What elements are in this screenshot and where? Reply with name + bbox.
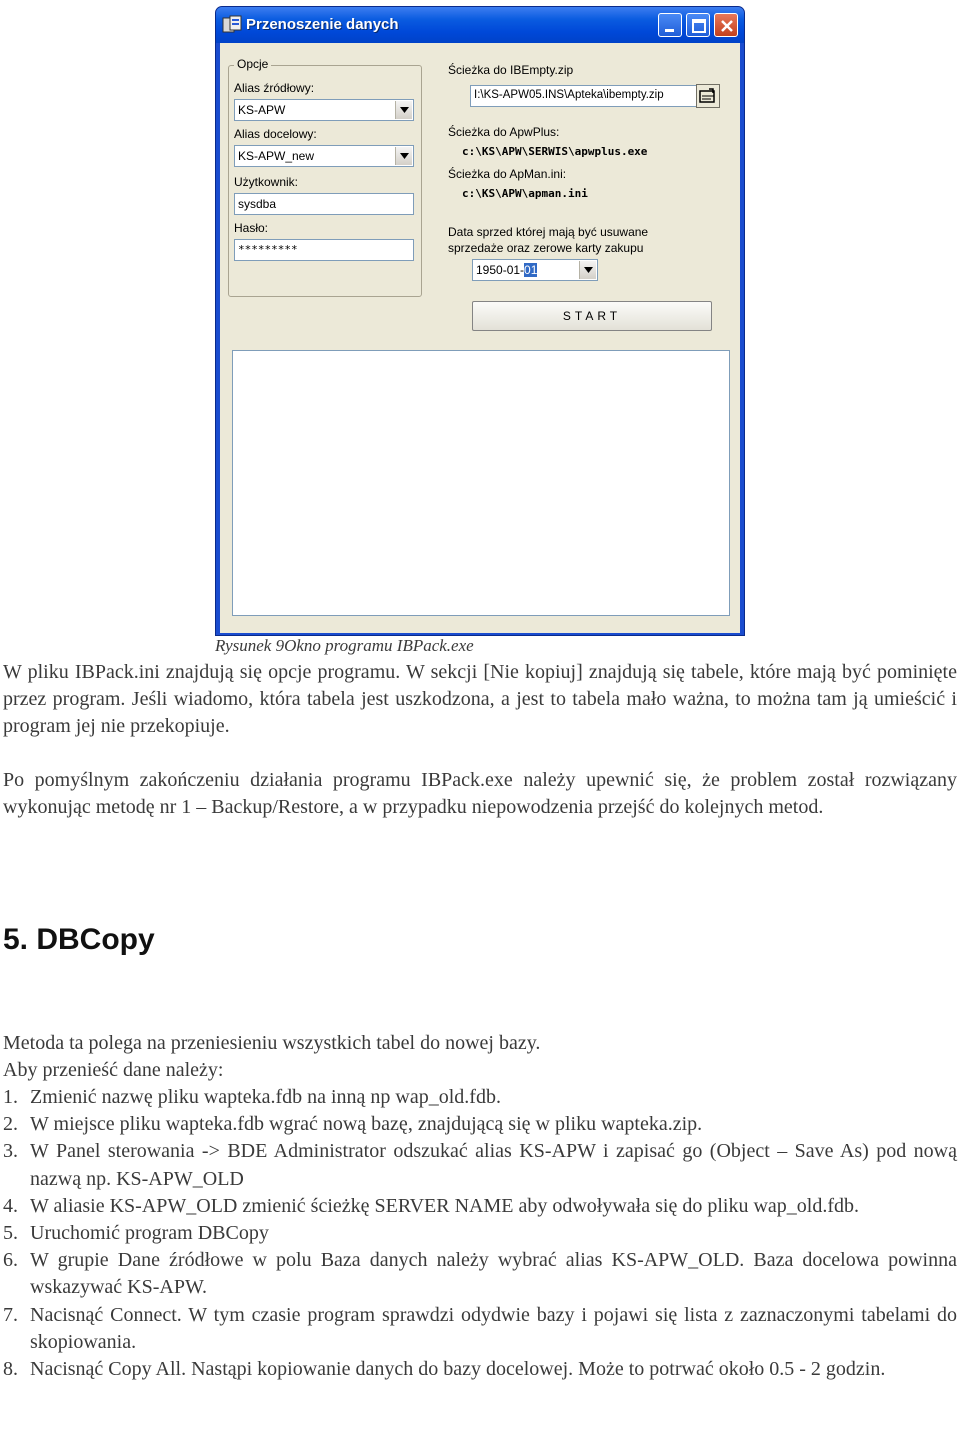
target-alias-value: KS-APW_new [238,149,315,163]
list-item [3,1193,957,1220]
ibempty-path-label: Ścieżka do IBEmpty.zip [448,63,574,77]
figure-caption: Rysunek 9Okno programu IBPack.exe [215,636,474,655]
chevron-down-icon [400,107,409,113]
apwplus-path-value: c:\KS\APW\SERWIS\apwplus.exe [462,145,648,158]
app-icon[interactable] [222,15,242,35]
list-item [3,1247,957,1301]
list-item-text: Nacisnąć Copy All. Nastąpi kopiowanie danych do bazy docelowej. Może to potrwać około 0.5 - 2 godzin. [30,1358,886,1381]
list-item-number: 2. [3,1113,18,1136]
delete-date-label-line2: sprzedaże oraz zerowe karty zakupu [448,241,644,255]
list-item [3,1111,957,1138]
user-value: sysdba [238,197,277,211]
close-button[interactable] [714,13,738,37]
apwplus-path-label: Ścieżka do ApwPlus: [448,125,560,139]
start-button[interactable]: START [472,301,712,331]
chevron-down-icon [584,267,593,273]
minimize-icon [659,14,683,38]
password-value: ********* [238,243,298,256]
paragraph-after-ibpack: Po pomyślnym zakończeniu działania programu IBPack.exe należy upewnić się, że problem został rozwiązany wykonując metodę nr 1 – Backup/Restore, a w przypadku niepowodzenia przejść do kolejnych metod. [3,769,957,818]
source-alias-value: KS-APW [238,103,286,117]
close-icon [715,14,739,38]
list-item [3,1220,957,1247]
list-item-text: Nacisnąć Connect. W tym czasie program sprawdzi odydwie bazy i pojawi się lista z zaznaczonymi tabelami do skopiowania. [30,1303,957,1353]
minimize-button[interactable] [658,13,682,37]
list-item-text: W grupie Dane źródłowe w polu Baza danych należy wybrać alias KS-APW_OLD. Baza docelowa powinna wskazywać KS-APW. [30,1249,957,1299]
target-alias-dropdown-button[interactable] [395,147,412,165]
list-item-number: 4. [3,1194,18,1217]
list-item-text: W aliasie KS-APW_OLD zmienić ścieżkę SERVER NAME aby odwoływała się do pliku wap_old.fdb. [30,1194,859,1217]
steps-intro: Aby przenieść dane należy: [3,1059,224,1081]
source-alias-label: Alias źródłowy: [234,81,315,95]
user-label: Użytkownik: [234,175,299,189]
log-output-area[interactable] [232,350,730,616]
section-heading: 5. DBCopy [3,923,155,956]
password-input[interactable] [234,239,414,261]
list-item [3,1302,957,1356]
source-alias-select[interactable] [234,99,414,121]
steps-list [3,1084,957,1383]
list-item-number: 7. [3,1303,18,1326]
list-item [3,1084,957,1111]
ibempty-path-input[interactable] [470,85,698,107]
folder-open-icon [697,85,719,107]
delete-date-label-line1: Data sprzed której mają być usuwane [448,225,649,239]
method-intro: Metoda ta polega na przeniesieniu wszystkich tabel do nowej bazy. [3,1032,541,1054]
title-bar[interactable] [216,7,744,43]
password-label: Hasło: [234,221,269,235]
target-alias-select[interactable] [234,145,414,167]
list-item-number: 6. [3,1249,18,1272]
apman-path-value: c:\KS\APW\apman.ini [462,187,588,200]
date-dropdown-button[interactable] [579,261,596,279]
maximize-icon [687,14,711,38]
delete-date-selected-day: 01 [524,263,538,277]
window-client-area [220,43,740,633]
ibempty-path-value: I:\KS-APW05.INS\Apteka\ibempty.zip [474,89,664,101]
list-item-text: Uruchomić program DBCopy [30,1222,269,1245]
list-item-number: 8. [3,1358,18,1381]
app-window [215,6,745,636]
list-item-number: 5. [3,1222,18,1245]
paragraph-ibpack-ini: W pliku IBPack.ini znajdują się opcje programu. W sekcji [Nie kopiuj] znajdują się tabele, które mają być pominięte przez program. Jeśli wiadomo, która tabela jest uszkodzona, a jest to tabela mało ważna, to można tam ją umieścić i program jej nie przekopiuje. [3,661,957,737]
list-item-number: 1. [3,1086,18,1108]
list-item [3,1356,957,1383]
apman-path-label: Ścieżka do ApMan.ini: [448,167,567,181]
chevron-down-icon [400,153,409,159]
list-item-text: W Panel sterowania -> BDE Administrator odszukać alias KS-APW i zapisać go (Object – Save As) pod nową nazwą np. KS-APW_OLD [30,1140,957,1190]
list-item-text: Zmienić nazwę pliku wapteka.fdb na inną np wap_old.fdb. [30,1086,501,1108]
delete-date-picker[interactable] [472,259,598,281]
delete-date-value: 1950-01- [476,263,525,277]
user-input[interactable] [234,193,414,215]
window-title: Przenoszenie danych [246,16,399,33]
maximize-button[interactable] [686,13,710,37]
target-alias-label: Alias docelowy: [234,127,317,141]
source-alias-dropdown-button[interactable] [395,101,412,119]
list-item [3,1138,957,1192]
list-item-number: 3. [3,1140,18,1163]
list-item-text: W miejsce pliku wapteka.fdb wgrać nową bazę, znajdującą się w pliku wapteka.zip. [30,1113,703,1136]
browse-ibempty-button[interactable] [696,84,720,108]
options-group-title: Opcje [234,57,271,71]
